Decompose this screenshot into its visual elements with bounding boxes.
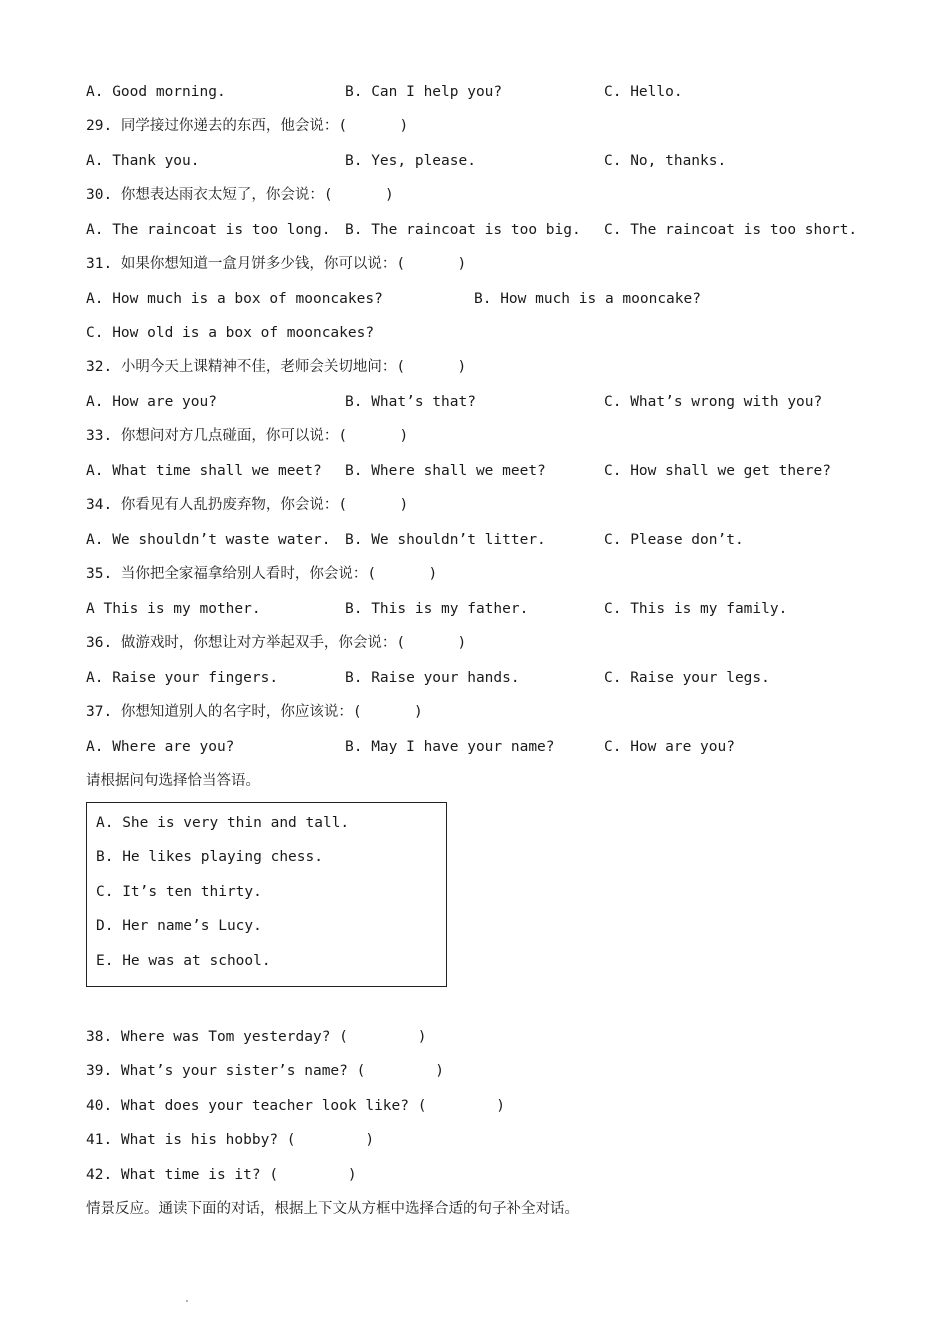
option-a: A. What time shall we meet? [86,463,322,479]
question-stem: 34. 你看见有人乱扔废弃物，你会说：( ) [86,497,409,513]
question-stem: 33. 你想问对方几点碰面，你可以说：( ) [86,428,409,444]
match-question: 41. What is his hobby? ( ) [86,1132,375,1148]
answer-choice: D. Her name’s Lucy. [96,918,262,934]
answer-choice: E. He was at school. [96,953,271,969]
answer-choice: C. It’s ten thirty. [96,884,262,900]
option-b: B. The raincoat is too big. [345,222,581,238]
option-b: B. Where shall we meet? [345,463,546,479]
scan-speck [186,1300,188,1302]
option-c: C. The raincoat is too short. [604,222,858,238]
question-stem: 36. 做游戏时，你想让对方举起双手，你会说：( ) [86,635,467,651]
match-question: 38. Where was Tom yesterday? ( ) [86,1029,427,1045]
option-b: B. Yes, please. [345,153,476,169]
option-b: B. What’s that? [345,394,476,410]
option-c: C. How old is a box of mooncakes? [86,325,375,341]
option-c: C. Please don’t. [604,532,744,548]
option-c: C. What’s wrong with you? [604,394,823,410]
q28-option-c: C. Hello. [604,84,683,100]
option-a: A This is my mother. [86,601,261,617]
match-question: 42. What time is it? ( ) [86,1167,357,1183]
option-c: C. No, thanks. [604,153,727,169]
section-instruction: 情景反应。通读下面的对话，根据上下文从方框中选择合适的句子补全对话。 [86,1201,579,1217]
question-stem: 32. 小明今天上课精神不佳，老师会关切地问：( ) [86,359,467,375]
option-b: B. How much is a mooncake? [474,291,701,307]
option-c: C. This is my family. [604,601,788,617]
option-b: B. This is my father. [345,601,529,617]
question-stem: 35. 当你把全家福拿给别人看时，你会说：( ) [86,566,438,582]
option-a: A. The raincoat is too long. [86,222,331,238]
option-c: C. How are you? [604,739,735,755]
answer-choice: A. She is very thin and tall. [96,815,350,831]
question-stem: 31. 如果你想知道一盒月饼多少钱，你可以说：( ) [86,256,467,272]
q28-option-a: A. Good morning. [86,84,226,100]
option-a: A. Where are you? [86,739,235,755]
option-a: A. We shouldn’t waste water. [86,532,331,548]
option-a: A. How are you? [86,394,217,410]
question-stem: 30. 你想表达雨衣太短了，你会说：( ) [86,187,394,203]
q28-option-b: B. Can I help you? [345,84,503,100]
answer-choice: B. He likes playing chess. [96,849,323,865]
match-question: 39. What’s your sister’s name? ( ) [86,1063,444,1079]
option-b: B. May I have your name? [345,739,555,755]
option-a: A. Raise your fingers. [86,670,279,686]
option-a: A. Thank you. [86,153,200,169]
option-c: C. Raise your legs. [604,670,770,686]
match-question: 40. What does your teacher look like? ( ) [86,1098,506,1114]
option-a: A. How much is a box of mooncakes? [86,291,383,307]
section-instruction: 请根据问句选择恰当答语。 [86,773,260,789]
question-stem: 37. 你想知道别人的名字时，你应该说：( ) [86,704,423,720]
question-stem: 29. 同学接过你递去的东西，他会说：( ) [86,118,409,134]
option-c: C. How shall we get there? [604,463,831,479]
option-b: B. We shouldn’t litter. [345,532,546,548]
option-b: B. Raise your hands. [345,670,520,686]
